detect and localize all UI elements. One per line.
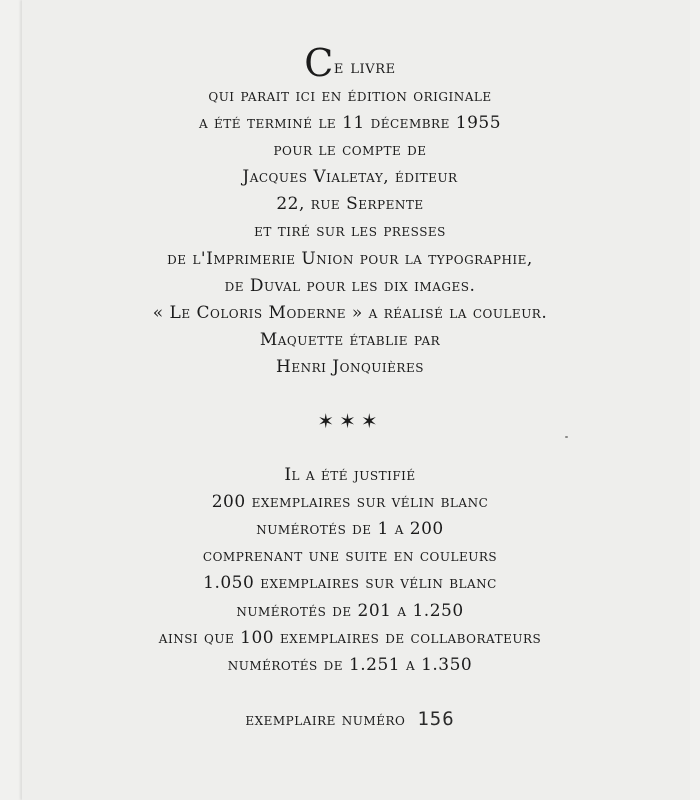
justification-line: comprenant une suite en couleurs — [202, 546, 498, 567]
justification-line: ainsi que 100 exemplaires de collaborateurs — [158, 627, 542, 648]
colophon-line: « Le Coloris Moderne » a réalisé la couleur. — [152, 302, 548, 323]
justification-block — [0, 462, 700, 679]
copy-number-label: exemplaire numéro — [245, 709, 406, 730]
colophon-line: a été terminé le 11 décembre 1955 — [198, 113, 502, 134]
colophon-line: pour le compte de — [273, 140, 427, 161]
colophon-line: qui parait ici en édition originale — [208, 86, 492, 106]
colophon-line: Henri Jonquières — [276, 356, 424, 377]
colophon-line: de l'Imprimerie Union pour la typographie, — [167, 248, 533, 269]
star-separator: ✶✶✶ — [317, 409, 383, 434]
first-line-text: e livre — [333, 57, 396, 78]
colophon-line: et tiré sur les presses — [254, 221, 446, 242]
colophon-line: 22, rue Serpente — [276, 194, 424, 215]
justification-line: numérotés de 1.251 a 1.350 — [227, 654, 473, 675]
justification-line: 200 exemplaires sur vélin blanc — [211, 492, 489, 513]
justification-line: numérotés de 201 a 1.250 — [236, 600, 464, 621]
justification-line: Il a été justifié — [284, 465, 416, 486]
copy-number-line — [0, 706, 700, 734]
colophon — [0, 41, 700, 734]
colophon-line: Maquette établie par — [259, 329, 441, 350]
justification-line: 1.050 exemplaires sur vélin blanc — [203, 573, 497, 594]
justification-line: numérotés de 1 a 200 — [256, 519, 444, 540]
colophon-line: de Duval pour les dix images. — [224, 275, 476, 296]
colophon-first-line — [0, 41, 700, 85]
drop-cap: C — [304, 41, 334, 85]
colophon-line: Jacques Vialetay, éditeur — [242, 167, 458, 188]
copy-number-value: 156 — [417, 707, 455, 730]
